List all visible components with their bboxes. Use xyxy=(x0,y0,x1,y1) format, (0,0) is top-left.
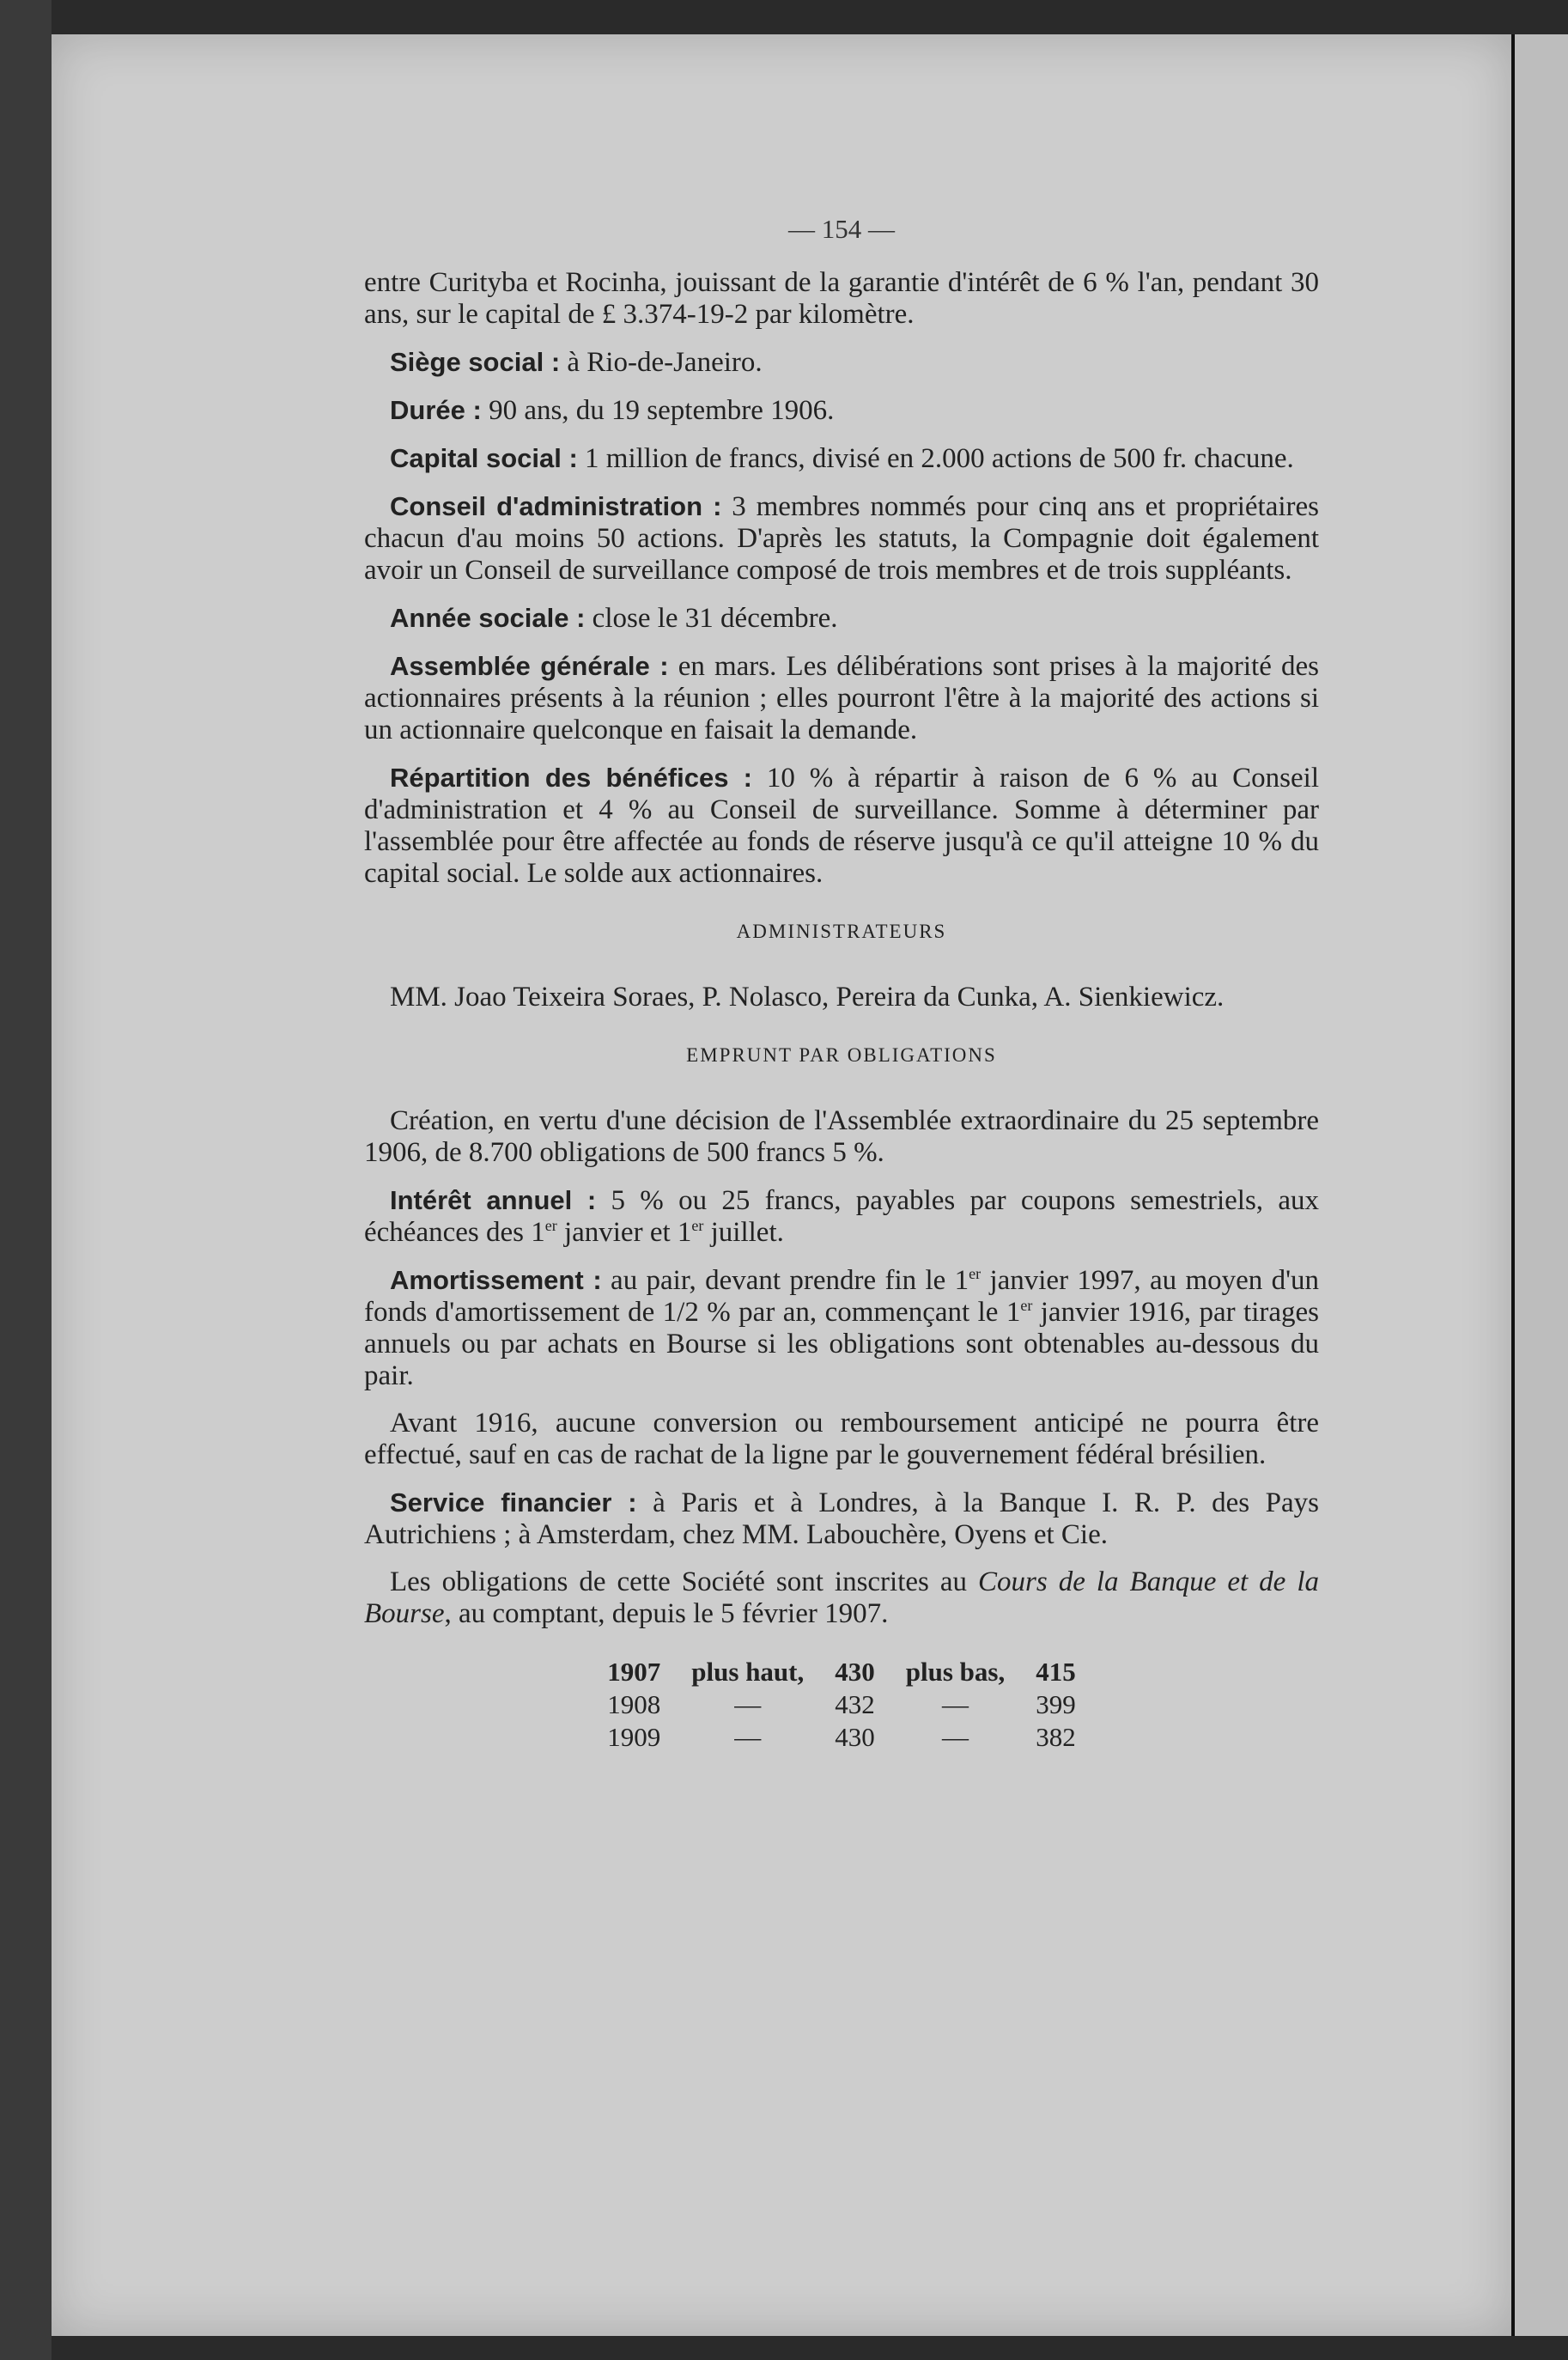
text-interet-b: janvier et 1 xyxy=(556,1217,692,1248)
price-cell: 1909 xyxy=(607,1722,661,1752)
text-siege: à Rio-de-Janeiro. xyxy=(567,347,763,378)
price-cell: 430 xyxy=(835,1722,875,1752)
paragraph-amortissement xyxy=(364,1264,1319,1392)
price-cell: — xyxy=(734,1689,762,1719)
text-interet-a: 5 % ou 25 francs, payables par coupons semestriels, aux échéances des 1 xyxy=(364,1185,1319,1248)
sup-interet-1: er xyxy=(544,1217,557,1234)
price-cell: 382 xyxy=(1036,1722,1076,1752)
text-annee: close le 31 décembre. xyxy=(592,603,838,634)
sup-amort-2: er xyxy=(1020,1297,1033,1314)
table-row xyxy=(592,1656,1091,1688)
price-cell: 415 xyxy=(1036,1657,1076,1687)
paragraph-cotation xyxy=(364,1566,1319,1630)
label-capital: Capital social : xyxy=(390,443,578,473)
paragraph-annee xyxy=(364,602,1319,635)
label-conseil: Conseil d'administration : xyxy=(390,491,722,521)
price-cell: 430 xyxy=(835,1657,875,1687)
label-siege: Siège social : xyxy=(390,347,561,377)
text-amort-a: au pair, devant prendre fin le 1 xyxy=(611,1265,969,1296)
heading-administrateurs: ADMINISTRATEURS xyxy=(736,921,947,942)
text-amort-b: janvier 1997, au moyen d'un fonds d'amortissement de 1/2 % par an, commençant le 1 xyxy=(364,1265,1320,1328)
sup-amort-1: er xyxy=(969,1265,982,1282)
text-cotation-title: Cours de la Banque et de la Bourse xyxy=(364,1566,1319,1629)
table-row xyxy=(592,1721,1091,1754)
paragraph-interet xyxy=(364,1184,1319,1249)
text-amort-c: janvier 1916, par tirages annuels ou par achats en Bourse si les obligations sont obtenables au-dessous du pair. xyxy=(364,1297,1320,1391)
paragraph-avant-1916: Avant 1916, aucune conversion ou remboursement anticipé ne pourra être effectué, sauf en cas de rachat de la ligne par le gouvernement fédéral brésilien. xyxy=(364,1408,1319,1470)
label-interet: Intérêt annuel : xyxy=(390,1185,597,1215)
page-text xyxy=(364,213,1319,1754)
heading-emprunt: EMPRUNT PAR OBLIGATIONS xyxy=(686,1044,997,1066)
paragraph-administrateurs: MM. Joao Teixeira Soraes, P. Nolasco, Pereira da Cunka, A. Sienkiewicz. xyxy=(390,982,1225,1013)
paragraph-assemblee xyxy=(364,650,1319,746)
text-interet-c: juillet. xyxy=(703,1217,784,1248)
price-cell: 399 xyxy=(1036,1689,1076,1719)
label-amortissement: Amortissement : xyxy=(390,1265,602,1295)
paragraph-intro: entre Curityba et Rocinha, jouissant de la garantie d'intérêt de 6 % l'an, pendant 30 ans, sur le capital de £ 3.374-19-2 par kilomètre. xyxy=(364,267,1319,330)
price-cell: plus bas, xyxy=(905,1657,1006,1687)
price-cell: 1908 xyxy=(607,1689,661,1719)
label-duree: Durée : xyxy=(390,395,482,425)
text-service: à Paris et à Londres, à la Banque I. R. P. des Pays Autrichiens ; à Amsterdam, chez MM. Labouchère, Oyens et Cie. xyxy=(364,1487,1319,1550)
text-cotation-b: , au comptant, depuis le 5 février 1907. xyxy=(444,1598,889,1629)
price-cell: — xyxy=(734,1722,762,1752)
page-number: — 154 — xyxy=(788,214,895,244)
next-page-edge xyxy=(1511,34,1568,2336)
table-row xyxy=(592,1688,1091,1721)
label-assemblee: Assemblée générale : xyxy=(390,651,669,681)
paragraph-duree xyxy=(364,394,1319,427)
price-cell: 1907 xyxy=(607,1657,661,1687)
label-annee: Année sociale : xyxy=(390,603,586,633)
label-service: Service financier : xyxy=(390,1487,637,1518)
price-cell: — xyxy=(941,1689,969,1719)
book-spine-shadow xyxy=(0,0,52,2360)
label-repartition: Répartition des bénéfices : xyxy=(390,763,752,793)
paragraph-siege xyxy=(364,346,1319,379)
price-cell: 432 xyxy=(835,1689,875,1719)
paragraph-conseil xyxy=(364,490,1319,587)
text-capital: 1 million de francs, divisé en 2.000 actions de 500 fr. chacune. xyxy=(585,443,1294,474)
paragraph-creation: Création, en vertu d'une décision de l'Assemblée extraordinaire du 25 septembre 1906, de 8.700 obligations de 500 francs 5 %. xyxy=(364,1105,1319,1168)
price-cell: — xyxy=(941,1722,969,1752)
text-assemblee: en mars. Les délibérations sont prises à la majorité des actionnaires présents à la réunion ; elles pourront l'être à la majorité des actions si un actionnaire quelconque en faisait la demande. xyxy=(364,651,1319,745)
paragraph-service xyxy=(364,1487,1319,1551)
paragraph-repartition xyxy=(364,762,1319,890)
paragraph-capital xyxy=(364,442,1319,475)
price-cell: plus haut, xyxy=(691,1657,805,1687)
text-conseil: 3 membres nommés pour cinq ans et propriétaires chacun d'au moins 50 actions. D'après les statuts, la Compagnie doit également avoir un Conseil de surveillance composé de trois membres et de trois suppléants. xyxy=(364,491,1320,586)
text-repartition: 10 % à répartir à raison de 6 % au Conseil d'administration et 4 % au Conseil de surveillance. Somme à déterminer par l'assemblée pour être affectée au fonds de réserve jusqu'à ce qu'il atteigne 10 % du capital social. Le solde aux actionnaires. xyxy=(364,763,1319,889)
text-cotation-a: Les obligations de cette Société sont inscrites au xyxy=(390,1566,979,1597)
text-duree: 90 ans, du 19 septembre 1906. xyxy=(489,395,835,426)
price-table xyxy=(592,1656,1091,1754)
sup-interet-2: er xyxy=(691,1217,704,1234)
